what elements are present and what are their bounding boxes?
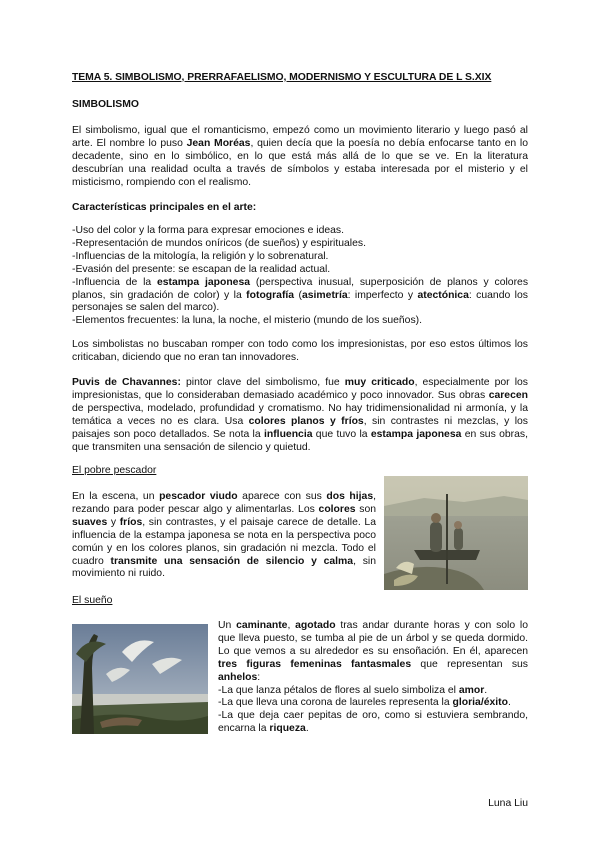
puvis-paragraph: Puvis de Chavannes: pintor clave del simbolismo, fue muy criticado, especialmente por los impresionistas, que lo consideraban demasiado académico y poco innovador. Sus obras carecen de perspectiva, modelado, profundidad y cromatismo. No hay tridimensionalidad ni armonía, y la temática a veces no es clara. Usa colores planos y fríos, sin contrastes ni mezclas, y los paisajes son poco detallados. Se nota la influencia que tuvo la estampa japonesa en sus obras, que transmiten una sensación de silencio y quietud. [72,377,528,453]
list-item: -Influencias de la mitología, la religión y lo sobrenatural. [72,250,329,262]
list-item: -Influencia de la estampa japonesa (perspectiva inusual, superposición de planos y colores planos, sin gradación de color) y la fotografía (asimetría: imperfecto y atectónica: cuando los personajes se salen del marco). [72,276,529,314]
poor-fisherman-painting [384,476,528,590]
impressionists-paragraph: Los simbolistas no buscaban romper con todo como los impresionistas, por eso estos últimos los criticaban, diciendo que no eran tan innovadores. [72,339,528,363]
document-title: TEMA 5. SIMBOLISMO, PRERRAFAELISMO, MODERNISMO Y ESCULTURA DE L S.XIX [72,72,492,83]
intro-paragraph: El simbolismo, igual que el romanticismo, empezó como un movimiento literario y luego pasó al arte. El nombre lo puso Jean Moréas, quien decía que la poesía no debía enfocarse tanto en lo decadente, sino en lo simbólico, en lo que está más allá de lo que se ve. En la literatura descubrían una realidad oculta a través de símbolos y estaba interesada por el misterio y el misticismo, rompiendo con el realismo. [72,125,528,188]
dream-heading: El sueño [72,595,113,606]
list-item: -Representación de mundos oníricos (de sueños) y espirituales. [72,237,366,249]
characteristics-heading: Características principales en el arte: [72,202,257,213]
list-item: -Uso del color y la forma para expresar emociones e ideas. [72,225,345,236]
dream-paragraph: Un caminante, agotado tras andar durante horas y con solo lo que lleva puesto, se tumba al pie de un árbol y se queda dormido. Lo que vemos a su alrededor es su ensoñación. En él, aparecen tres figuras femeninas fantasmales que representan sus anhelos: -La que lanza pétalos de flores al suelo simboliza el amor. -La que lleva una corona de laureles representa la gloria/éxito. -La que deja caer pepitas de oro, como si estuviera sembrando, encarna la riqueza. [218,620,529,735]
author-footer: Luna Liu [488,798,528,809]
dream-painting [72,624,208,734]
characteristics-list [72,225,528,328]
list-item: -Elementos frecuentes: la luna, la noche, el misterio (mundo de los sueños). [72,315,422,327]
section-heading-simbolismo: SIMBOLISMO [72,99,139,110]
fisherman-heading: El pobre pescador [72,465,157,476]
list-item: -Evasión del presente: se escapan de la realidad actual. [72,263,331,275]
fisherman-paragraph: En la escena, un pescador viudo aparece con sus dos hijas, rezando para poder pescar algo y alimentarlas. Los colores son suaves y fríos, sin contrastes, y el paisaje carece de detalle. La influencia de la estampa japonesa se nota en la perspectiva poco común y en los colores planos, sin gradación ni mezcla. Todo el cuadro transmite una sensación de silencio y calma, sin movimiento ni ruido. [72,491,377,580]
